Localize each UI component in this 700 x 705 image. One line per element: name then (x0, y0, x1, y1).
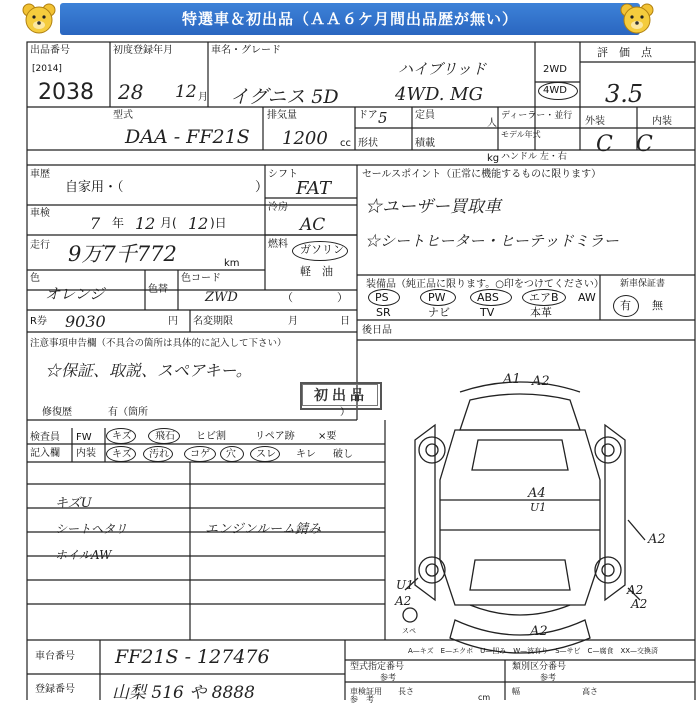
shaken-month: 12 (135, 214, 156, 233)
chassis-label: 車台番号 (35, 651, 75, 662)
spare-label: スペ (402, 627, 416, 635)
car-name: イグニス 5D (230, 86, 339, 108)
equip-navi: ナビ (428, 306, 450, 319)
mileage-label: 走行 (30, 240, 50, 251)
color-code: ZWD (205, 290, 238, 305)
name-change-day: 日 (340, 316, 350, 327)
color-code-label: 色コード (181, 273, 221, 284)
shaken-year: 7 (90, 214, 101, 233)
history-label: 車歴 (30, 169, 50, 180)
model-label: 型式 (113, 110, 133, 121)
mileage: 9万7千772 (68, 242, 177, 266)
mark-left-a2: A2 (395, 594, 412, 608)
drive-2wd: 2WD (543, 64, 567, 75)
name-change-month: 月 (288, 316, 298, 327)
width-label: 幅 (512, 687, 520, 696)
reference-label: 参 考 (350, 695, 374, 704)
model-year-label: モデル年式 (501, 130, 541, 139)
km-unit: km (224, 258, 240, 269)
displacement-label: 排気量 (267, 110, 297, 121)
later-items-label: 後日品 (362, 325, 392, 336)
mark-left-u1: U1 (396, 578, 414, 592)
interior-entry-label: 内装 (76, 448, 96, 459)
length-unit: cm (478, 693, 491, 702)
color-label: 色 (30, 273, 40, 284)
height-label: 高さ (582, 687, 598, 696)
damage-legend: A—キズ E—エクボ U—凹み W—波有り S—サビ C—腐食 XX—交換済 (408, 647, 659, 655)
shape-label: 形状 (358, 138, 378, 149)
shaken-day: 12 (188, 214, 209, 233)
equip-tv: TV (480, 306, 495, 319)
type-designation-ref: 参考 (380, 673, 396, 682)
mark-roof-a4: A4 (528, 486, 546, 501)
int-torn: 破し (333, 449, 353, 460)
yen-unit: 円 (168, 316, 178, 327)
int-dirt: 汚れ (149, 449, 169, 460)
recycle-amount: 9030 (65, 312, 106, 331)
first-listing-stamp: 初出品 (300, 382, 382, 410)
fuel-gas: ガソリン (300, 243, 344, 256)
shaken-month-unit: 月( (160, 216, 177, 230)
mark-right-a2: A2 (648, 532, 666, 547)
equip-aw: AW (578, 291, 596, 304)
equip-sr: SR (376, 306, 391, 319)
name-change-label: 名変期限 (193, 316, 233, 327)
rating-value: 3.5 (605, 80, 644, 108)
shift-value: FAT (296, 178, 331, 199)
report-engine-room: エンジンルーム錆み (205, 522, 322, 537)
person-unit: 人 (487, 118, 497, 129)
dealer-label: ディーラー・並行 (501, 111, 573, 121)
equip-leather: 本革 (530, 306, 552, 319)
inspector-label: 検査員 (30, 432, 60, 443)
car-diagram (403, 382, 648, 653)
first-registration-label: 初度登録年月 (113, 45, 173, 56)
car-grade: 4WD. MG (395, 84, 483, 105)
int-scratch: キズ (112, 449, 132, 460)
equip-ps: PS (375, 291, 389, 304)
report-wheel: ホイルAW (55, 548, 112, 562)
month-unit: 月 (198, 92, 208, 103)
equip-airbag: エアB (529, 291, 559, 304)
interior-label: 内装 (652, 116, 672, 127)
year-tag: [2014] (32, 64, 62, 74)
mark-front-a2: A2 (532, 374, 550, 389)
registration-number-label: 登録番号 (35, 684, 75, 695)
color-change-label: 色替 (148, 284, 168, 295)
certificate-label: 車検証用 (350, 687, 382, 696)
mark-rear-right-a2b: A2 (631, 597, 648, 611)
kg-unit: kg (487, 153, 500, 164)
chassis-number: FF21S - 127476 (115, 646, 270, 668)
repair-history-close: ） (340, 407, 350, 418)
notes-text: ☆保証、取説、スペアキー。 (45, 361, 252, 380)
selling-point-2: ☆シートヒーター・ヒーテッドミラー (365, 232, 619, 250)
report-scratch: キズU (55, 496, 92, 511)
mark-front-a1: A1 (503, 372, 521, 387)
category-label: 類別区分番号 (512, 662, 567, 672)
grade-hybrid: ハイブリッド (398, 60, 487, 78)
shift-label: シフト (268, 169, 298, 180)
fuel-light: 軽 油 (300, 265, 333, 278)
equip-pw: PW (428, 291, 446, 304)
rating-label: 評 価 点 (597, 46, 652, 59)
door-count: 5 (378, 109, 388, 127)
banner-title: 特選車＆初出品（ＡＡ６ケ月間出品歴が無い） (181, 10, 518, 28)
fw-scratch: キズ (112, 431, 132, 442)
report-seat-wear: シートヘタリ (55, 522, 128, 536)
model-code: DAA - FF21S (125, 126, 250, 148)
fuel-label: 燃料 (268, 239, 288, 250)
handle-label: ハンドル 左・右 (501, 152, 567, 162)
notes-title: 注意事項申告欄（不具合の箇所は具体的に記入して下さい） (30, 338, 287, 349)
entry-label: 記入欄 (30, 448, 60, 459)
type-designation-label: 型式指定番号 (350, 662, 405, 672)
equip-abs: ABS (477, 291, 499, 304)
lot-number-label: 出品番号 (30, 45, 70, 56)
exterior-label: 外装 (585, 116, 605, 127)
history-value: 自家用・（ (65, 180, 124, 195)
fw-crack: ヒビ割 (196, 431, 226, 442)
fw-required: ×要 (318, 431, 337, 442)
warranty-no: 無 (652, 299, 663, 312)
ac-label: 冷房 (268, 202, 288, 213)
mark-rear-a2: A2 (530, 624, 548, 639)
warranty-label: 新車保証書 (620, 279, 666, 289)
selling-point-1: ☆ユーザー買取車 (365, 197, 501, 217)
exterior-grade: C (596, 132, 613, 157)
fw-repair: リペア跡 (255, 431, 295, 442)
interior-grade: C (636, 132, 653, 157)
repair-history-value: 有（箇所 (108, 407, 148, 418)
ac-value: AC (300, 215, 326, 235)
load-label: 積載 (415, 138, 435, 149)
warranty-yes: 有 (620, 299, 631, 312)
lot-number: 2038 (38, 80, 94, 105)
int-cut: キレ (296, 449, 316, 460)
shaken-day-unit: )日 (210, 216, 227, 230)
history-close: ） (255, 180, 269, 195)
repair-history-label: 修復歴 (42, 407, 72, 418)
shaken-label: 車検 (30, 208, 50, 219)
equipment-title: 装備品（純正品に限ります。○印をつけてください） (366, 279, 604, 290)
mark-rear-right-a2: A2 (627, 583, 644, 597)
length-label: 長さ (398, 687, 414, 696)
int-hole: 穴 (226, 449, 236, 460)
int-wear: スレ (256, 449, 276, 460)
color-value: オレンジ (45, 285, 105, 303)
registration-year: 28 (118, 80, 144, 104)
fuel-other: （ ） (282, 291, 348, 304)
int-burn: コゲ (190, 449, 210, 460)
shaken-year-unit: 年 (112, 216, 125, 230)
registration-number: 山梨 516 や 8888 (112, 683, 255, 703)
drive-4wd: 4WD (543, 85, 567, 96)
mark-roof-u1: U1 (530, 501, 547, 514)
category-ref: 参考 (540, 673, 556, 682)
recycle-label: R券 (30, 316, 47, 327)
capacity-label: 定員 (415, 110, 435, 121)
cc-unit: cc (340, 138, 351, 149)
displacement: 1200 (282, 128, 328, 149)
fw-label: FW (76, 432, 92, 443)
registration-month: 12 (175, 82, 197, 102)
car-name-label: 車名・グレード (211, 45, 281, 56)
selling-point-title: セールスポイント（正常に機能するものに限ります） (362, 169, 602, 180)
fw-chip: 飛石 (155, 431, 175, 442)
door-label: ドア (358, 110, 378, 121)
